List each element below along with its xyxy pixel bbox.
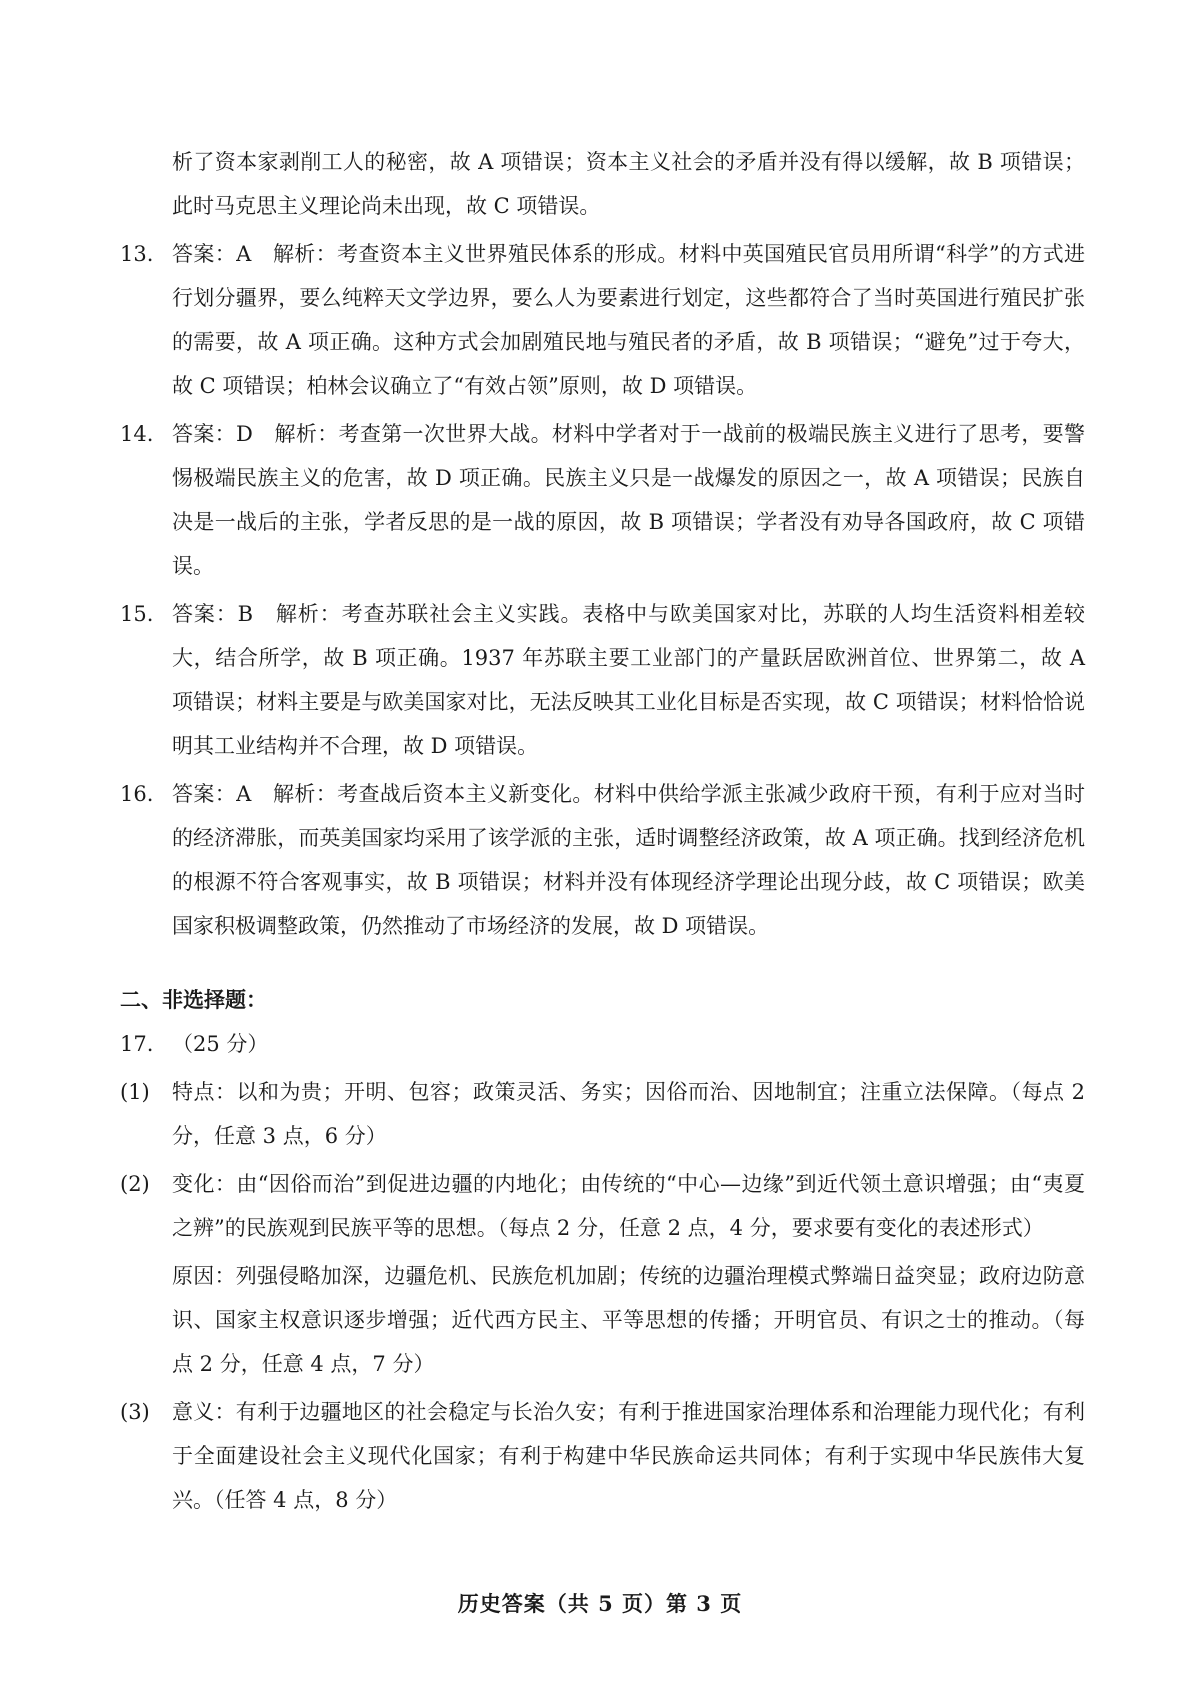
page-content xyxy=(120,140,1085,1526)
part-text: 变化：由“因俗而治”到促进边疆的内地化；由传统的“中心—边缘”到近代领土意识增强；由“夷夏之辨”的民族观到民族平等的思想。（每点 2 分，任意 2 点，4 分，要求要有变化的表述形式） xyxy=(172,1172,1085,1240)
question-score: （25 分） xyxy=(172,1032,269,1056)
section-title: 二、非选择题： xyxy=(120,987,267,1012)
answer-text: 答案：D 解析：考查第一次世界大战。材料中学者对于一战前的极端民族主义进行了思考，要警惕极端民族主义的危害，故 D 项正确。民族主义只是一战爆发的原因之一，故 A 项错误；民族自决是一战后的主张，学者反思的是一战的原因，故 B 项错误；学者没有劝导各国政府，故 C 项错误。 xyxy=(172,422,1085,578)
part-1 xyxy=(120,1070,1085,1158)
answer-number: 13. xyxy=(120,242,154,266)
part-number: (1) xyxy=(120,1080,150,1104)
part-text: 意义：有利于边疆地区的社会稳定与长治久安；有利于推进国家治理体系和治理能力现代化；有利于全面建设社会主义现代化国家；有利于构建中华民族命运共同体；有利于实现中华民族伟大复兴。（任答 4 点，8 分） xyxy=(172,1400,1085,1512)
part-number: (3) xyxy=(120,1400,150,1424)
question-number: 17. xyxy=(120,1032,154,1056)
part-3 xyxy=(120,1390,1085,1522)
answer-number: 16. xyxy=(120,782,154,806)
part-2-reason: 原因：列强侵略加深，边疆危机、民族危机加剧；传统的边疆治理模式弊端日益突显；政府边防意识、国家主权意识逐步增强；近代西方民主、平等思想的传播；开明官员、有识之士的推动。（每点 2 分，任意 4 点，7 分） xyxy=(172,1264,1085,1376)
part-number: (2) xyxy=(120,1172,150,1196)
answer-text: 答案：A 解析：考查资本主义世界殖民体系的形成。材料中英国殖民官员用所谓“科学”的方式进行划分疆界，要么纯粹天文学边界，要么人为要素进行划定，这些都符合了当时英国进行殖民扩张的需要，故 A 项正确。这种方式会加剧殖民地与殖民者的矛盾，故 B 项错误；“避免”过于夸大，故 C 项错误；柏林会议确立了“有效占领”原则，故 D 项错误。 xyxy=(172,242,1085,398)
continued-paragraph: 析了资本家剥削工人的秘密，故 A 项错误；资本主义社会的矛盾并没有得以缓解，故 B 项错误；此时马克思主义理论尚未出现，故 C 项错误。 xyxy=(172,150,1085,218)
question-17-header xyxy=(120,1022,1085,1066)
answer-number: 14. xyxy=(120,422,154,446)
answer-14 xyxy=(120,412,1085,588)
part-text: 特点：以和为贵；开明、包容；政策灵活、务实；因俗而治、因地制宜；注重立法保障。（每点 2 分，任意 3 点，6 分） xyxy=(172,1080,1085,1148)
answer-16 xyxy=(120,772,1085,948)
answer-number: 15. xyxy=(120,602,154,626)
part-2 xyxy=(120,1162,1085,1250)
answer-15 xyxy=(120,592,1085,768)
answer-13 xyxy=(120,232,1085,408)
answer-text: 答案：B 解析：考查苏联社会主义实践。表格中与欧美国家对比，苏联的人均生活资料相差较大，结合所学，故 B 项正确。1937 年苏联主要工业部门的产量跃居欧洲首位、世界第二，故 A 项错误；材料主要是与欧美国家对比，无法反映其工业化目标是否实现，故 C 项错误；材料恰恰说明其工业结构并不合理，故 D 项错误。 xyxy=(172,602,1085,758)
page-footer: 历史答案（共 5 页）第 3 页 xyxy=(457,1591,743,1616)
answer-text: 答案：A 解析：考查战后资本主义新变化。材料中供给学派主张减少政府干预，有利于应对当时的经济滞胀，而英美国家均采用了该学派的主张，适时调整经济政策，故 A 项正确。找到经济危机的根源不符合客观事实，故 B 项错误；材料并没有体现经济学理论出现分歧，故 C 项错误；欧美国家积极调整政策，仍然推动了市场经济的发展，故 D 项错误。 xyxy=(172,782,1085,938)
